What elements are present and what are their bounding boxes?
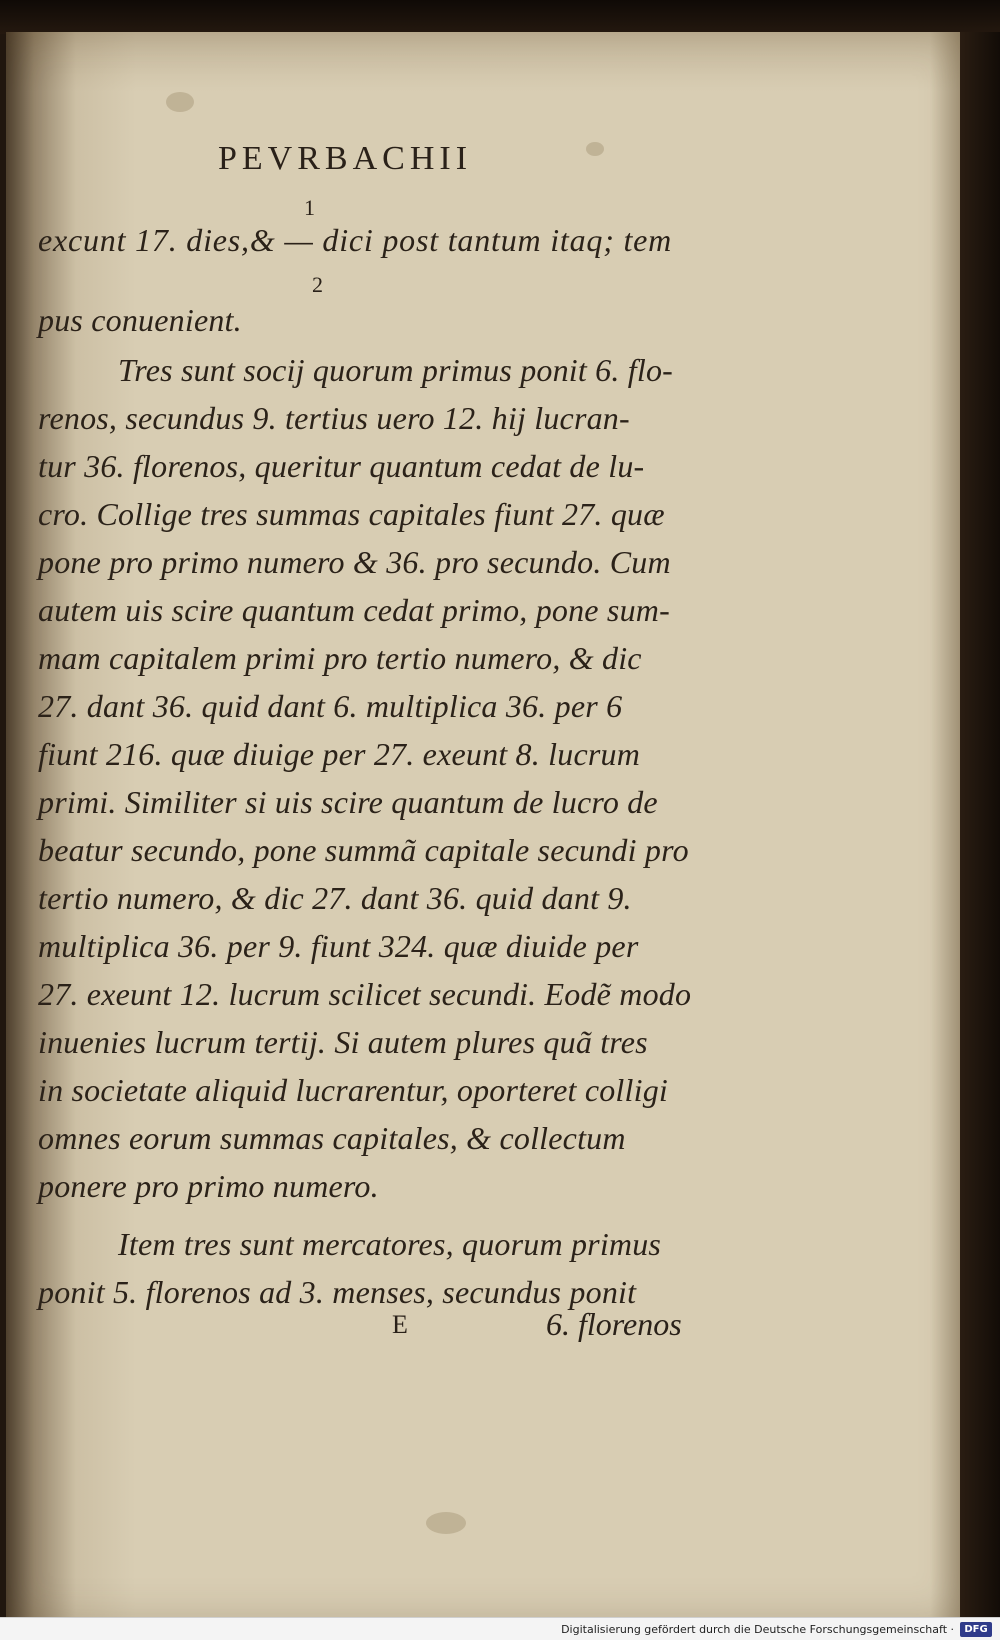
fraction-numerator: 1 — [304, 195, 315, 220]
text-line-4: renos, secundus 9. tertius uero 12. hij lucran- — [38, 400, 630, 436]
catchword: 6. florenos — [546, 1306, 682, 1342]
dfg-logo: DFG — [960, 1622, 992, 1637]
text-line-15: multiplica 36. per 9. fiunt 324. quæ diuide per — [38, 928, 639, 964]
text-line-7: pone pro primo numero & 36. pro secundo. Cum — [38, 544, 671, 580]
paper-stain — [586, 142, 604, 156]
text-line-13: beatur secundo, pone summã capitale secundi pro — [38, 832, 689, 868]
text-line-10: 27. dant 36. quid dant 6. multiplica 36. per 6 — [38, 688, 623, 724]
paper-stain — [426, 1512, 466, 1534]
text-line-20: ponere pro primo numero. — [38, 1168, 379, 1204]
text-line-22: ponit 5. florenos ad 3. menses, secundus ponit — [38, 1274, 637, 1310]
text-line-9: mam capitalem primi pro tertio numero, & dic — [38, 640, 642, 676]
book-page — [6, 32, 960, 1620]
text-line-2: pus conuenient. — [38, 302, 242, 338]
text-line-21: Item tres sunt mercatores, quorum primus — [118, 1226, 662, 1262]
text-line-16: 27. exeunt 12. lucrum scilicet secundi. Eodẽ modo — [38, 976, 692, 1012]
signature-mark: E — [392, 1310, 408, 1339]
book-top-edge — [0, 0, 1000, 34]
text-line-19: omnes eorum summas capitales, & collectum — [38, 1120, 626, 1156]
footer-bar — [0, 1617, 1000, 1640]
text-line-12: primi. Similiter si uis scire quantum de lucro de — [38, 784, 658, 820]
footer-credit: Digitalisierung gefördert durch die Deutsche Forschungsgemeinschaft · — [561, 1623, 954, 1636]
text-line-14: tertio numero, & dic 27. dant 36. quid dant 9. — [38, 880, 632, 916]
fraction-denominator: 2 — [312, 272, 323, 297]
text-line-8: autem uis scire quantum cedat primo, pone sum- — [38, 592, 670, 628]
text-line-18: in societate aliquid lucrarentur, oporteret colligi — [38, 1072, 668, 1108]
text-line-17: inuenies lucrum tertij. Si autem plures quã tres — [38, 1024, 648, 1060]
running-head: PEVRBACHII — [218, 140, 473, 177]
text-line-5: tur 36. florenos, queritur quantum cedat de lu- — [38, 448, 645, 484]
page-right-shadow — [960, 32, 1000, 1620]
text-line-3: Tres sunt socij quorum primus ponit 6. flo- — [118, 352, 674, 388]
text-line-6: cro. Collige tres summas capitales fiunt 27. quæ — [38, 496, 665, 532]
text-line-1: excunt 17. dies,& — dici post tantum itaq; tem — [38, 222, 673, 258]
paper-stain — [166, 92, 194, 112]
text-line-11: fiunt 216. quæ diuige per 27. exeunt 8. lucrum — [38, 736, 641, 772]
